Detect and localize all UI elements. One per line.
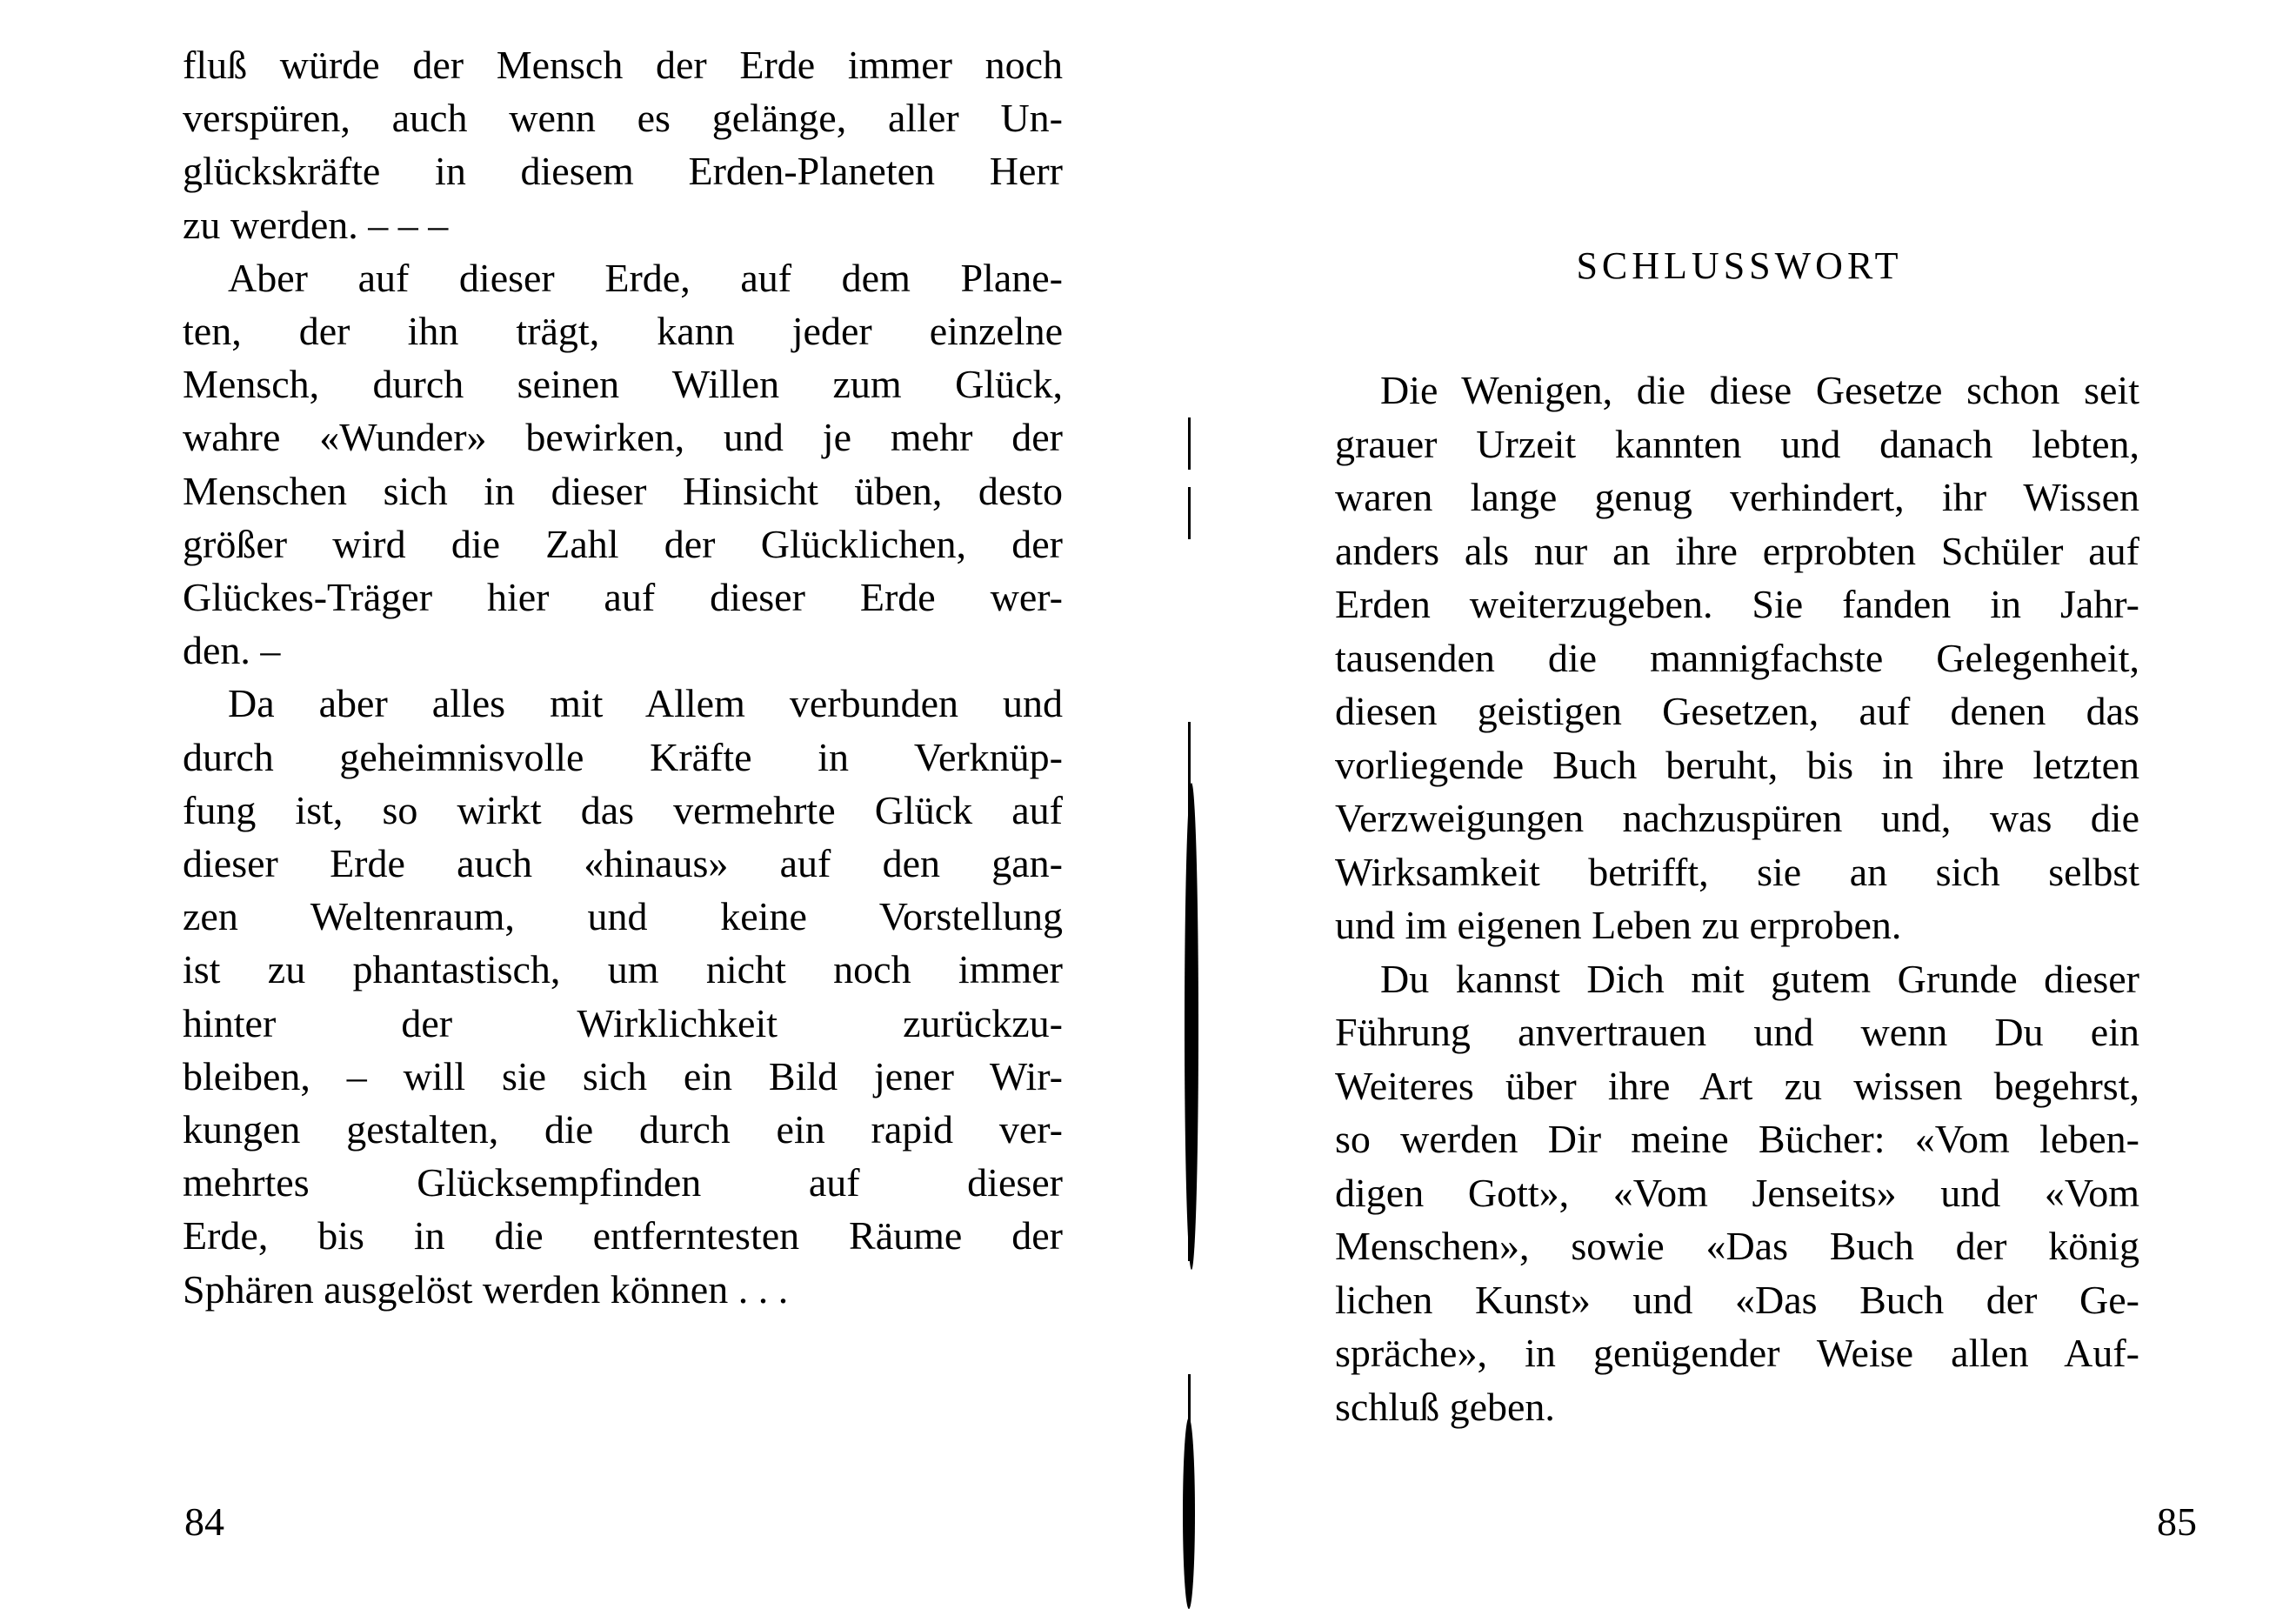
text-line: hinter der Wirklichkeit zurückzu- bbox=[183, 1000, 1063, 1045]
text-line: fung ist, so wirkt das vermehrte Glück auf bbox=[183, 787, 1063, 832]
text-line: diesen geistigen Gesetzen, auf denen das bbox=[1335, 689, 2139, 733]
text-line: Sphären ausgelöst werden können . . . bbox=[183, 1266, 789, 1312]
text-line: Erde, bis in die entferntesten Räume der bbox=[183, 1213, 1063, 1258]
text-line: zu werden. – – – bbox=[183, 202, 449, 247]
text-line: waren lange genug verhindert, ihr Wissen bbox=[1335, 475, 2139, 519]
text-line: Menschen», sowie «Das Buch der könig bbox=[1335, 1224, 2139, 1268]
text-line: vorliegende Buch beruht, bis in ihre letzten bbox=[1335, 742, 2139, 787]
text-line: durch geheimnisvolle Kräfte in Verknüp- bbox=[183, 734, 1063, 779]
text-line: fluß würde der Mensch der Erde immer noch bbox=[183, 43, 1063, 87]
text-line: Wirksamkeit betrifft, sie an sich selbst bbox=[1335, 849, 2139, 894]
text-line: Die Wenigen, die diese Gesetze schon seit bbox=[1380, 368, 2139, 412]
text-line: kungen gestalten, die durch ein rapid ver- bbox=[183, 1107, 1063, 1152]
text-line: Mensch, durch seinen Willen zum Glück, bbox=[183, 362, 1063, 407]
text-line: Da aber alles mit Allem verbunden und bbox=[228, 681, 1063, 726]
text-line: glückskräfte in diesem Erden-Planeten Herr bbox=[183, 149, 1063, 194]
text-line: größer wird die Zahl der Glücklichen, der bbox=[183, 521, 1063, 566]
text-line: spräche», in genügender Weise allen Auf- bbox=[1335, 1331, 2139, 1375]
page-number-right: 85 bbox=[2157, 1499, 2197, 1544]
text-line: dieser Erde auch «hinaus» auf den gan- bbox=[183, 841, 1063, 885]
text-line: Erden weiterzugeben. Sie fanden in Jahr- bbox=[1335, 582, 2139, 626]
text-line: grauer Urzeit kannten und danach lebten, bbox=[1335, 421, 2139, 466]
text-line: und im eigenen Leben zu erproben. bbox=[1335, 903, 1902, 947]
text-line: Menschen sich in dieser Hinsicht üben, desto bbox=[183, 468, 1063, 513]
chapter-heading: SCHLUSSWORT bbox=[1576, 244, 1903, 287]
text-line: tausenden die mannigfachste Gelegenheit, bbox=[1335, 635, 2139, 680]
text-line: wahre «Wunder» bewirken, und je mehr der bbox=[183, 415, 1063, 460]
text-line: verspüren, auch wenn es gelänge, aller Un- bbox=[183, 96, 1063, 141]
text-line: den. – bbox=[183, 628, 281, 673]
right-page bbox=[1183, 0, 2296, 1609]
text-line: schluß geben. bbox=[1335, 1384, 1555, 1429]
text-line: Verzweigungen nachzuspüren und, was die bbox=[1335, 796, 2139, 840]
text-line: so werden Dir meine Bücher: «Vom leben- bbox=[1335, 1117, 2139, 1161]
text-line: Du kannst Dich mit gutem Grunde dieser bbox=[1380, 956, 2139, 1001]
text-line: Glückes-Träger hier auf dieser Erde wer- bbox=[183, 575, 1063, 619]
text-line: Aber auf dieser Erde, auf dem Plane- bbox=[228, 255, 1063, 300]
text-line: Weiteres über ihre Art zu wissen begehrst, bbox=[1335, 1063, 2139, 1108]
text-line: ist zu phantastisch, um nicht noch immer bbox=[183, 947, 1063, 992]
text-line: anders als nur an ihre erprobten Schüler auf bbox=[1335, 528, 2139, 573]
text-line: digen Gott», «Vom Jenseits» und «Vom bbox=[1335, 1170, 2139, 1215]
page-number-left: 84 bbox=[184, 1499, 224, 1544]
text-line: Führung anvertrauen und wenn Du ein bbox=[1335, 1010, 2139, 1054]
text-line: bleiben, – will sie sich ein Bild jener Wir- bbox=[183, 1053, 1063, 1098]
text-line: ten, der ihn trägt, kann jeder einzelne bbox=[183, 309, 1063, 353]
text-line: mehrtes Glücksempfinden auf dieser bbox=[183, 1160, 1063, 1205]
text-line: lichen Kunst» und «Das Buch der Ge- bbox=[1335, 1277, 2139, 1322]
text-line: zen Weltenraum, und keine Vorstellung bbox=[183, 894, 1063, 939]
